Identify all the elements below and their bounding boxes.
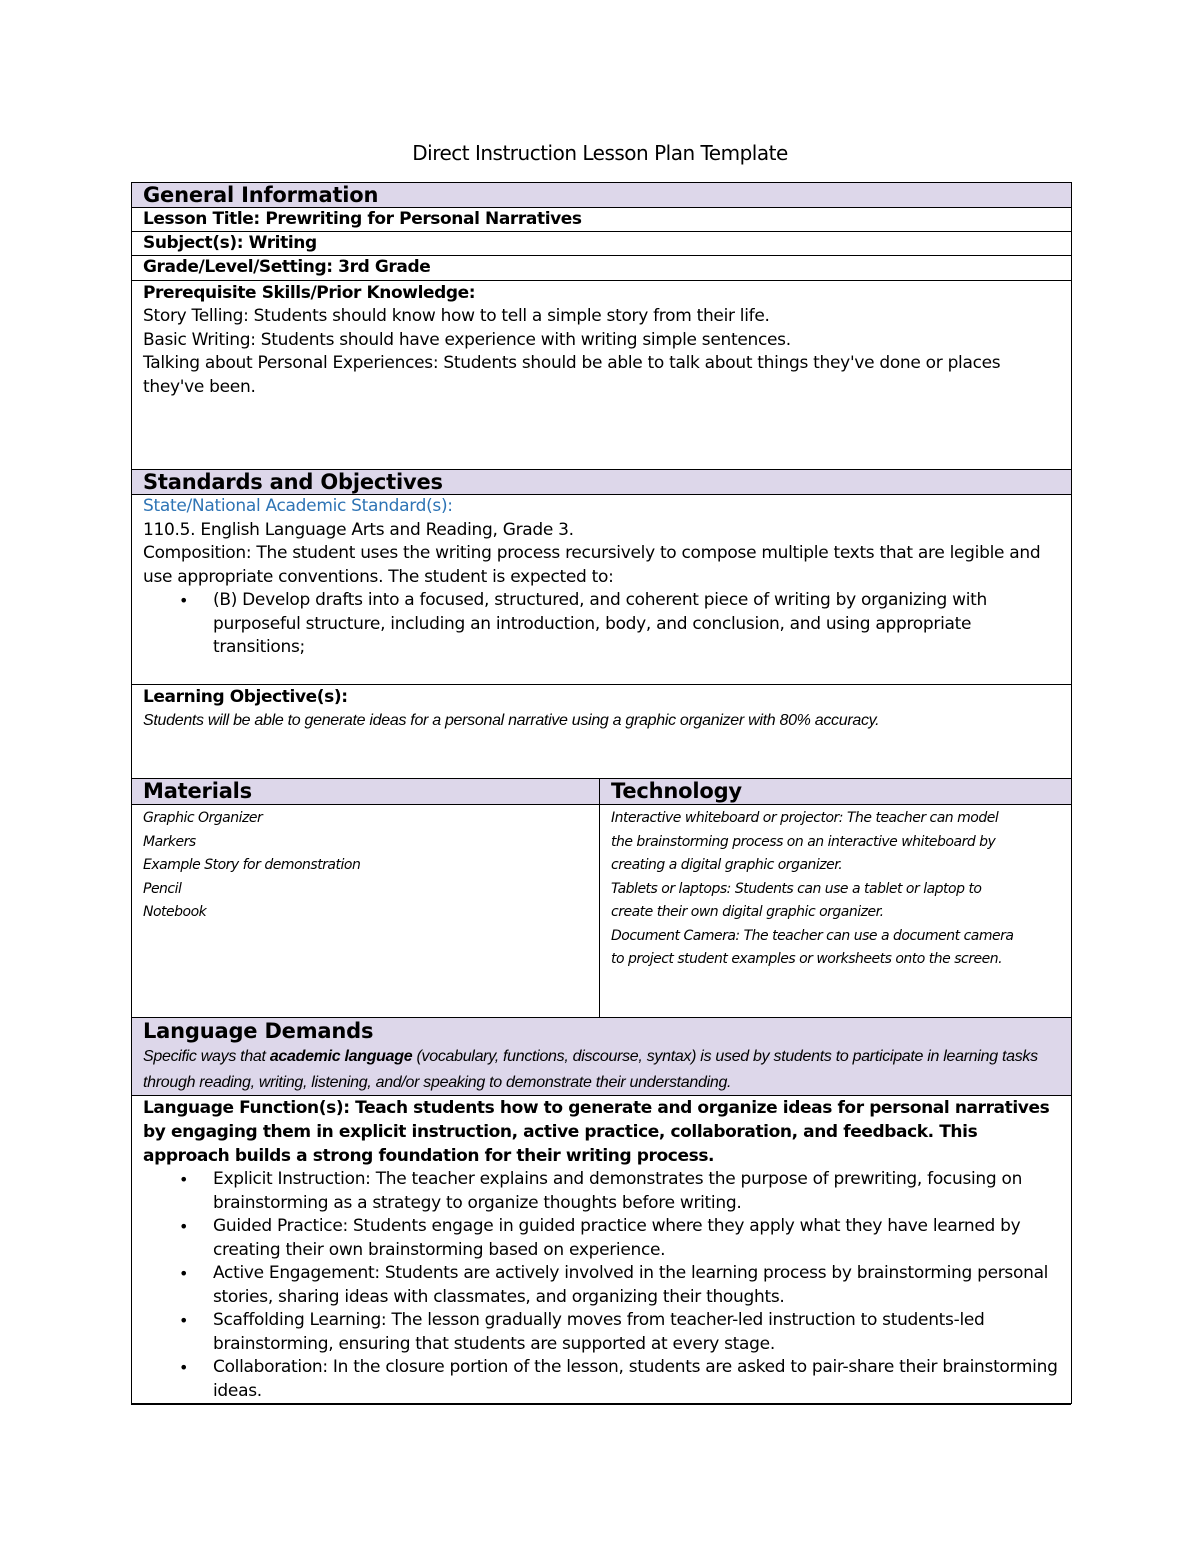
technology-line: creating a digital graphic organizer. — [611, 857, 843, 873]
list-item: • Active Engagement: Students are actively involved in the learning process by brainstorming personal stories, sharing ideas with classmates, and organizing their thoughts. — [213, 1262, 1060, 1309]
prerequisite-label: Prerequisite Skills/Prior Knowledge: — [143, 283, 476, 303]
material-item: Pencil — [143, 880, 182, 897]
standard-code: 110.5. English Language Arts and Reading, Grade 3. — [143, 519, 574, 540]
standard-label: State/National Academic Standard(s): — [143, 496, 453, 516]
lesson-title: Lesson Title: Prewriting for Personal Narratives — [143, 209, 582, 229]
prerequisite-line: Basic Writing: Students should have experience with writing simple sentences. — [143, 329, 791, 350]
standard-bullets — [143, 589, 1060, 660]
learning-objective-label: Learning Objective(s): — [143, 687, 348, 707]
materials-list — [132, 805, 600, 1017]
prerequisite-line: Talking about Personal Experiences: Students should be able to talk about things they've done or places they've been. — [143, 353, 1001, 397]
material-item: Example Story for demonstration — [143, 857, 361, 873]
language-demands-description: Specific ways that academic language (vocabulary, functions, discourse, syntax) is used by students to participate in learning tasks through reading, writing, listening, and/or speaking to demonstrate their understanding. — [143, 1048, 1038, 1091]
technology-line: Document Camera: The teacher can use a document camera — [611, 927, 1014, 944]
technology-line: create their own digital graphic organizer. — [611, 904, 884, 920]
standards-row — [132, 495, 1071, 685]
standards-header-row — [132, 470, 1071, 495]
list-item: • (B) Develop drafts into a focused, structured, and coherent piece of writing by organizing with purposeful structure, including an introduction, body, and conclusion, and using appropriate transitions; — [213, 589, 1060, 660]
language-function-text: Language Function(s): Teach students how to generate and organize ideas for personal narratives by engaging them in explicit instruction, active practice, collaboration, and feedback. This approach builds a strong foundation for their writing process. — [143, 1098, 1050, 1166]
table-bottom-border — [131, 1403, 1071, 1405]
learning-objective-row — [132, 685, 1071, 779]
language-function-bullets — [143, 1168, 1060, 1403]
materials-technology-row — [132, 805, 1071, 1018]
list-item: • Explicit Instruction: The teacher explains and demonstrates the purpose of prewriting, focusing on brainstorming as a strategy to organize thoughts before writing. — [213, 1168, 1060, 1215]
prerequisite-row — [132, 281, 1071, 470]
grade-row — [132, 256, 1071, 281]
composition-text: Composition: The student uses the writing process recursively to compose multiple texts that are legible and use appropriate conventions. The student is expected to: — [143, 543, 1041, 587]
materials-technology-header-row — [132, 779, 1071, 805]
lesson-plan-table — [131, 182, 1072, 1404]
list-item: • Collaboration: In the closure portion of the lesson, students are asked to pair-share their brainstorming ideas. — [213, 1356, 1060, 1403]
technology-line: the brainstorming process on an interactive whiteboard by — [611, 833, 996, 850]
material-item: Notebook — [143, 904, 207, 920]
subject: Subject(s): Writing — [143, 233, 317, 253]
prerequisite-line: Story Telling: Students should know how to tell a simple story from their life. — [143, 306, 770, 326]
language-demands-heading: Language Demands — [143, 1019, 374, 1043]
learning-objective-text: Students will be able to generate ideas for a personal narrative using a graphic organizer with 80% accuracy. — [143, 712, 880, 729]
technology-heading: Technology — [611, 779, 742, 803]
technology-line: Tablets or laptops: Students can use a tablet or laptop to — [611, 880, 982, 897]
list-item: • Scaffolding Learning: The lesson gradually moves from teacher-led instruction to students-led brainstorming, ensuring that students are supported at every stage. — [213, 1309, 1060, 1356]
lesson-title-row — [132, 208, 1071, 232]
language-function-row — [132, 1096, 1071, 1404]
general-information-header-row — [132, 183, 1071, 208]
technology-line: Interactive whiteboard or projector: The teacher can model — [611, 810, 999, 826]
technology-line: to project student examples or worksheets onto the screen. — [611, 951, 1003, 967]
language-demands-header-row — [132, 1018, 1071, 1096]
subject-row — [132, 232, 1071, 256]
general-information-heading: General Information — [143, 183, 379, 207]
document-title: Direct Instruction Lesson Plan Template — [412, 141, 788, 165]
list-item: • Guided Practice: Students engage in guided practice where they apply what they have learned by creating their own brainstorming based on experience. — [213, 1215, 1060, 1262]
material-item: Markers — [143, 833, 196, 850]
standards-heading: Standards and Objectives — [143, 470, 443, 494]
grade-level-setting: Grade/Level/Setting: 3rd Grade — [143, 257, 431, 277]
technology-list — [600, 805, 1071, 1017]
materials-heading: Materials — [132, 779, 600, 804]
material-item: Graphic Organizer — [143, 810, 263, 826]
